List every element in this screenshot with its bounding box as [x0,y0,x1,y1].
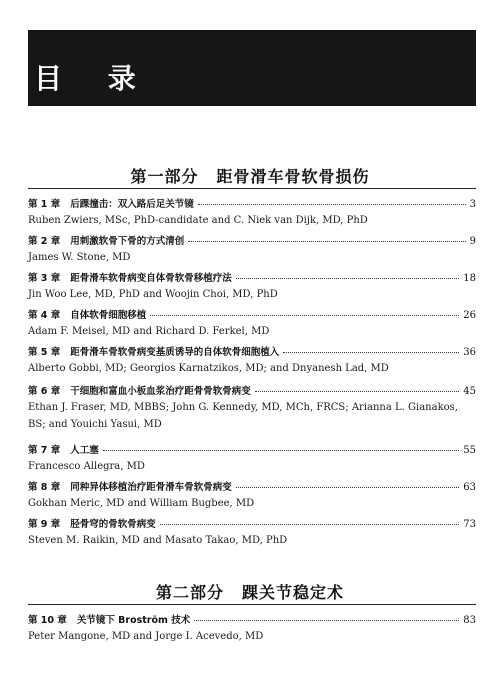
dot-leader [283,352,459,353]
toc-entry[interactable] [28,479,476,512]
chapter-title: 自体软骨细胞移植 [70,310,147,321]
dot-leader [255,391,460,392]
dot-leader [188,241,465,242]
page-number: 45 [463,386,476,397]
part-name: 距骨滑车骨软骨损伤 [216,167,370,186]
chapter-number: 第 1 章 [28,199,61,210]
page-number: 26 [463,310,476,321]
toc-entry[interactable] [28,344,476,377]
page-number: 18 [463,273,476,284]
chapter-number: 第 10 章 [28,615,67,626]
chapter-number: 第 8 章 [28,482,61,493]
chapter-number: 第 4 章 [28,310,61,321]
chapter-number: 第 3 章 [28,273,61,284]
toc-entry[interactable] [28,270,476,303]
part-divider [28,188,476,189]
part-name: 踝关节稳定术 [242,583,345,602]
chapter-authors: Francesco Allegra, MD [28,461,145,472]
dot-leader [236,278,460,279]
page-number: 9 [469,236,476,247]
dot-leader [103,450,460,451]
page-number: 83 [463,615,476,626]
chapter-authors: Peter Mangone, MD and Jorge I. Acevedo, MD [28,631,264,642]
dot-leader [194,620,459,621]
page-number: 36 [463,347,476,358]
chapter-title: 后踝撞击：双入路后足关节镜 [70,199,194,210]
chapter-number: 第 9 章 [28,519,61,530]
toc-entry[interactable] [28,307,476,340]
page-number: 63 [463,482,476,493]
chapter-number: 第 2 章 [28,236,61,247]
toc-entry[interactable] [28,516,476,549]
dot-leader [198,204,466,205]
chapter-number: 第 6 章 [28,386,61,397]
toc-entry[interactable] [28,442,476,475]
dot-leader [160,524,460,525]
page-number: 73 [463,519,476,530]
dot-leader [236,487,460,488]
part-title [0,580,500,603]
chapter-title: 人工塞 [70,445,99,456]
chapter-title: 用刺激软骨下骨的方式清创 [70,236,185,247]
chapter-number: 第 7 章 [28,445,61,456]
chapter-authors: Steven M. Raikin, MD and Masato Takao, MD, PhD [28,535,288,546]
chapter-authors: Jin Woo Lee, MD, PhD and Woojin Choi, MD, PhD [28,289,278,300]
page-number: 55 [463,445,476,456]
chapter-title: 距骨滑车软骨病变自体骨软骨移植疗法 [70,273,232,284]
chapter-title: 胫骨穹的骨软骨病变 [70,519,156,530]
part-number: 第二部分 [155,583,224,602]
chapter-title: 干细胞和富血小板血浆治疗距骨骨软骨病变 [70,386,251,397]
part-divider [28,604,476,605]
toc-entry[interactable] [28,612,476,645]
chapter-title: 距骨滑车骨软骨病变基质诱导的自体软骨细胞植入 [70,347,280,358]
chapter-authors: Adam F. Meisel, MD and Richard D. Ferkel, MD [28,326,270,337]
chapter-number: 第 5 章 [28,347,61,358]
chapter-title: 关节镜下 Broström 技术 [76,615,191,626]
page-number: 3 [469,199,476,210]
toc-entry[interactable] [28,196,476,229]
part-title [0,164,500,187]
toc-entry[interactable] [28,383,476,433]
chapter-authors: BS; and Youichi Yasui, MD [28,419,162,430]
chapter-authors: Alberto Gobbi, MD; Georgios Karnatzikos, MD; and Dnyanesh Lad, MD [28,363,389,374]
chapter-authors: Ruben Zwiers, MSc, PhD-candidate and C. Niek van Dijk, MD, PhD [28,215,368,226]
dot-leader [150,315,459,316]
chapter-authors: Ethan J. Fraser, MD, MBBS; John G. Kennedy, MD, MCh, FRCS; Arianna L. Gianakos, [28,402,458,413]
chapter-authors: James W. Stone, MD [28,252,131,263]
part-number: 第一部分 [130,167,199,186]
toc-title: 目 录 [34,62,154,95]
chapter-title: 同种异体移植治疗距骨滑车骨软骨病变 [70,482,232,493]
chapter-authors: Gokhan Meric, MD and William Bugbee, MD [28,498,255,509]
toc-entry[interactable] [28,233,476,266]
